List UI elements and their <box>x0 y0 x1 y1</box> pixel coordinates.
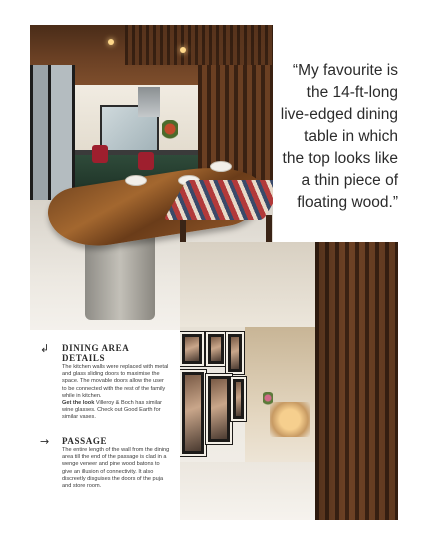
corner-arrow-icon: ↲ <box>40 342 50 355</box>
caption-body <box>62 364 170 422</box>
picture-frame <box>226 332 244 374</box>
caption-text: The kitchen walls were replaced with metal and glass sliding doors to maximise the space. The movable doors allow the user to be connected with the rest of the family while in kitchen. <box>62 364 169 399</box>
red-chair <box>92 145 108 163</box>
kitchen-hood <box>138 87 160 117</box>
picture-frame <box>180 370 206 456</box>
picture-frame <box>231 377 246 421</box>
passage-caption <box>40 436 170 490</box>
dinner-plate <box>125 175 147 186</box>
picture-frame <box>206 332 226 366</box>
ceiling-light <box>108 39 114 45</box>
caption-title-line: DINING AREA <box>62 343 130 353</box>
picture-frame <box>180 332 204 366</box>
ceiling-light <box>180 47 186 53</box>
picture-frame <box>206 374 232 444</box>
flower-vase <box>162 120 178 150</box>
caption-title-line: DETAILS <box>62 353 106 363</box>
caption-body: The entire length of the wall from the dining area till the end of the passage is clad in a wenge veneer and pine wood batons to give an illusion of connectivity. It also discreetly disguises the doors of the puja and store room. <box>62 447 170 490</box>
wood-baton-shading <box>315 242 398 520</box>
dining-area-caption <box>40 343 170 422</box>
passage-photo <box>180 242 398 520</box>
dining-lamp-glow <box>270 402 310 437</box>
pull-quote: “My favourite is the 14-ft-long live-edged dining table in which the top looks like a thin piece of floating wood.” <box>280 62 398 211</box>
caption-title: PASSAGE <box>62 436 108 446</box>
caption-title <box>62 343 170 363</box>
flower-vase <box>263 392 273 412</box>
dinner-plate <box>210 161 232 172</box>
right-arrow-icon: → <box>40 435 50 448</box>
get-the-look-label: Get the look <box>62 400 95 407</box>
photo-ceiling-slats <box>125 25 273 65</box>
get-the-look-text: Villeroy & Boch has similar wine glasses. Check out Good Earth for similar vases. <box>62 400 162 421</box>
red-chair <box>138 152 154 170</box>
